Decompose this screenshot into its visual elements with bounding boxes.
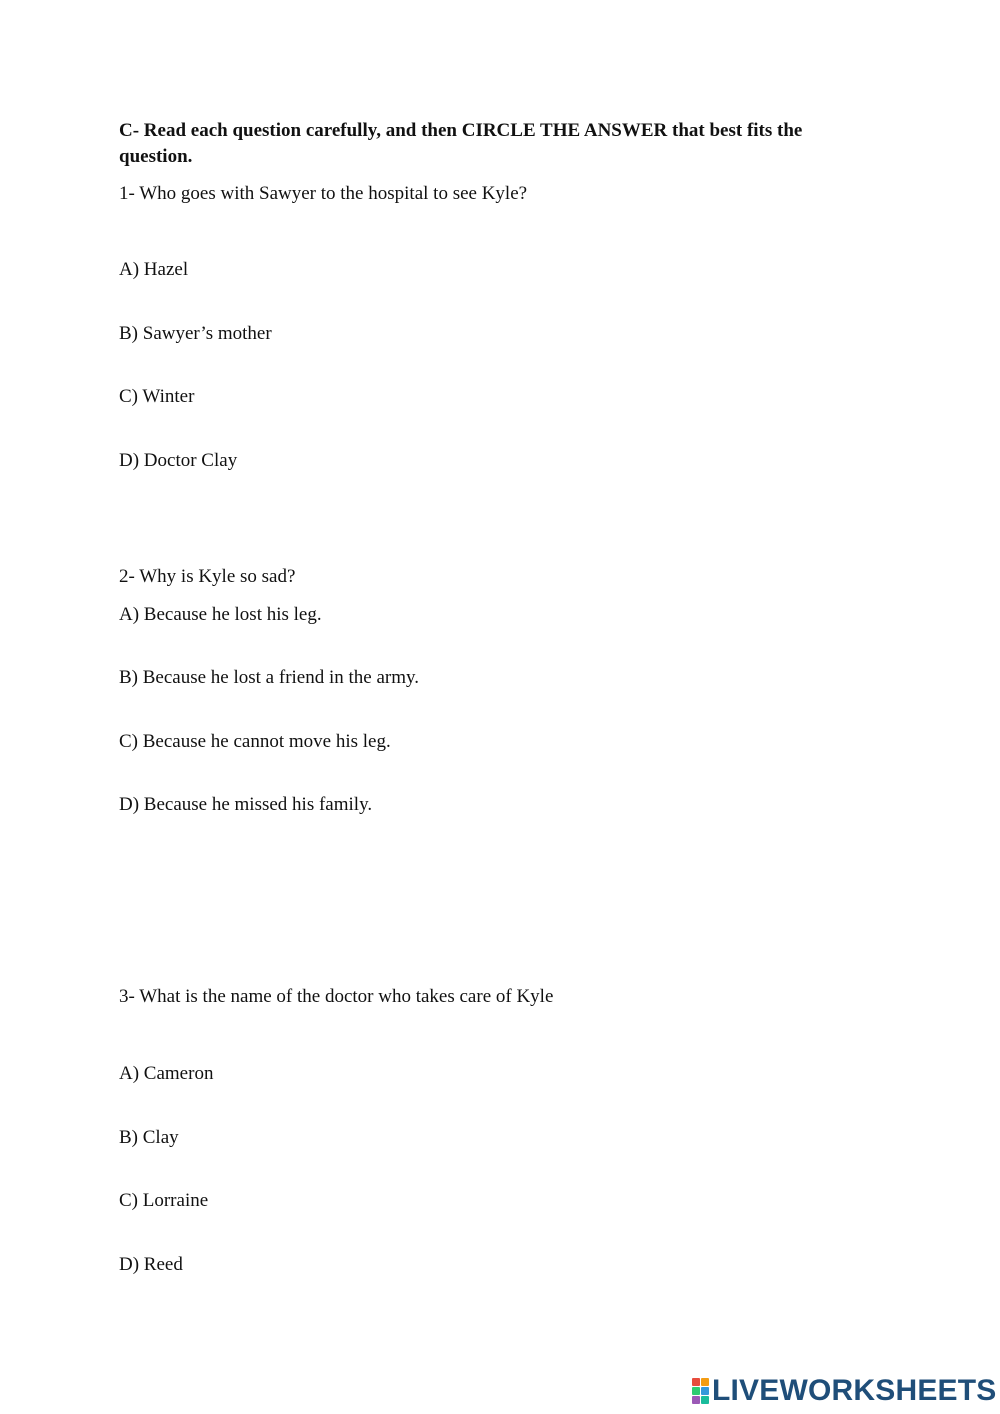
liveworksheets-brand (692, 1374, 997, 1408)
question-2-option-c[interactable]: C) Because he cannot move his leg. (119, 731, 391, 752)
question-1-option-a[interactable]: A) Hazel (119, 259, 189, 280)
logo-square-4 (701, 1387, 709, 1395)
question-3-option-c[interactable]: C) Lorraine (119, 1190, 209, 1211)
logo-square-3 (692, 1387, 700, 1395)
logo-square-2 (701, 1378, 709, 1386)
question-3-option-b[interactable]: B) Clay (119, 1127, 179, 1148)
question-2-text: 2- Why is Kyle so sad? (119, 566, 296, 587)
question-3-text: 3- What is the name of the doctor who takes care of Kyle (119, 986, 554, 1007)
logo-square-6 (701, 1396, 709, 1404)
question-2-option-a[interactable]: A) Because he lost his leg. (119, 604, 322, 625)
logo-square-5 (692, 1396, 700, 1404)
question-2-option-d[interactable]: D) Because he missed his family. (119, 794, 373, 815)
question-3-option-a[interactable]: A) Cameron (119, 1063, 214, 1084)
question-1-option-b[interactable]: B) Sawyer’s mother (119, 323, 272, 344)
liveworksheets-logo-icon (692, 1378, 709, 1404)
question-3-option-d[interactable]: D) Reed (119, 1254, 183, 1275)
instructions-heading: C- Read each question carefully, and then CIRCLE THE ANSWER that best fits the question. (119, 120, 803, 167)
logo-square-1 (692, 1378, 700, 1386)
question-1-text: 1- Who goes with Sawyer to the hospital to see Kyle? (119, 183, 528, 204)
brand-name: LIVEWORKSHEETS (712, 1374, 997, 1407)
question-1-option-c[interactable]: C) Winter (119, 386, 195, 407)
question-2-option-b[interactable]: B) Because he lost a friend in the army. (119, 667, 420, 688)
question-1-option-d[interactable]: D) Doctor Clay (119, 450, 238, 471)
